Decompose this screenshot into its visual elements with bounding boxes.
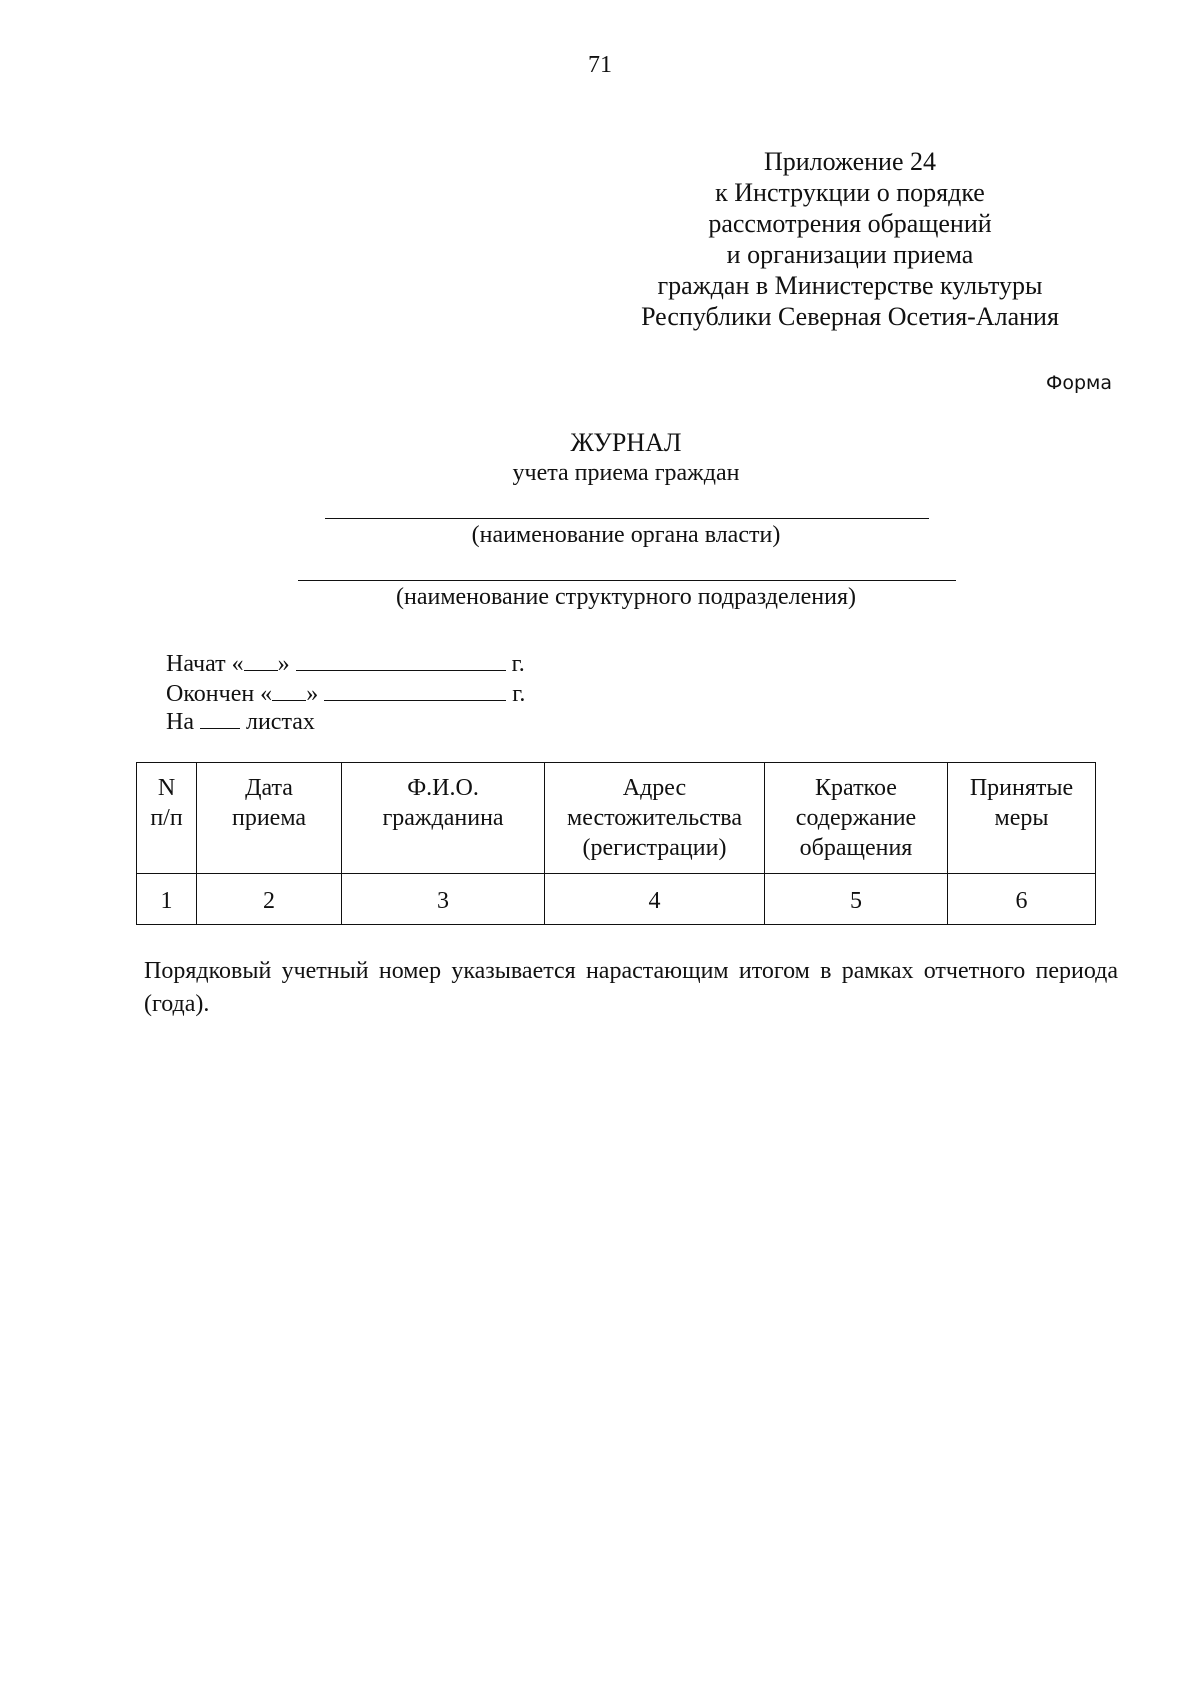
appendix-line: рассмотрения обращений xyxy=(708,209,992,238)
column-number: 1 xyxy=(137,874,197,925)
appendix-line: и организации приема xyxy=(726,240,974,269)
journal-subtitle: учета приема граждан xyxy=(512,460,740,486)
column-number: 4 xyxy=(545,874,765,925)
ended-date-blank xyxy=(324,678,506,701)
table-header-row xyxy=(137,763,1096,874)
sheets-prefix: На xyxy=(166,709,194,735)
header-address: Адрес местожительства (регистрации) xyxy=(545,763,765,874)
sheets-suffix: листах xyxy=(245,709,315,735)
header-fullname: Ф.И.О. гражданина xyxy=(342,763,545,874)
page-number: 71 xyxy=(588,52,612,78)
header-summary: Краткое содержание обращения xyxy=(765,763,948,874)
column-number: 3 xyxy=(342,874,545,925)
started-date-blank xyxy=(296,648,506,671)
journal-table xyxy=(136,762,1096,925)
header-date: Дата приема xyxy=(197,763,342,874)
sheets-count-blank xyxy=(200,706,240,729)
form-label: Форма xyxy=(1045,372,1112,394)
column-number: 2 xyxy=(197,874,342,925)
started-label: Начат « xyxy=(166,651,244,677)
division-caption: (наименование структурного подразделения) xyxy=(395,584,857,610)
ended-day-blank xyxy=(272,678,306,701)
started-year-label: г. xyxy=(511,651,525,677)
column-number: 6 xyxy=(948,874,1096,925)
journal-title: ЖУРНАЛ xyxy=(570,428,682,457)
ended-year-label: г. xyxy=(512,681,526,707)
footnote-text: Порядковый учетный номер указывается нарастающим итогом в рамках отчетного периода (года). xyxy=(144,958,1118,1017)
appendix-line: Приложение 24 xyxy=(763,147,937,176)
appendix-heading xyxy=(600,146,1100,332)
appendix-line: Республики Северная Осетия-Алания xyxy=(641,302,1059,331)
appendix-line: к Инструкции о порядке xyxy=(715,178,985,207)
started-line xyxy=(166,648,525,679)
started-day-blank xyxy=(244,648,278,671)
sheets-line xyxy=(166,706,315,737)
appendix-line: граждан в Министерстве культуры xyxy=(657,271,1043,300)
column-number: 5 xyxy=(765,874,948,925)
ended-line xyxy=(166,678,525,709)
header-number: N п/п xyxy=(137,763,197,874)
ended-close-quote: » xyxy=(306,681,319,707)
ended-label: Окончен « xyxy=(166,681,273,707)
started-close-quote: » xyxy=(277,651,290,677)
authority-caption: (наименование органа власти) xyxy=(471,522,781,548)
table-row xyxy=(137,874,1096,925)
division-blank-line xyxy=(298,580,956,581)
header-measures: Принятые меры xyxy=(948,763,1096,874)
authority-blank-line xyxy=(325,518,929,519)
